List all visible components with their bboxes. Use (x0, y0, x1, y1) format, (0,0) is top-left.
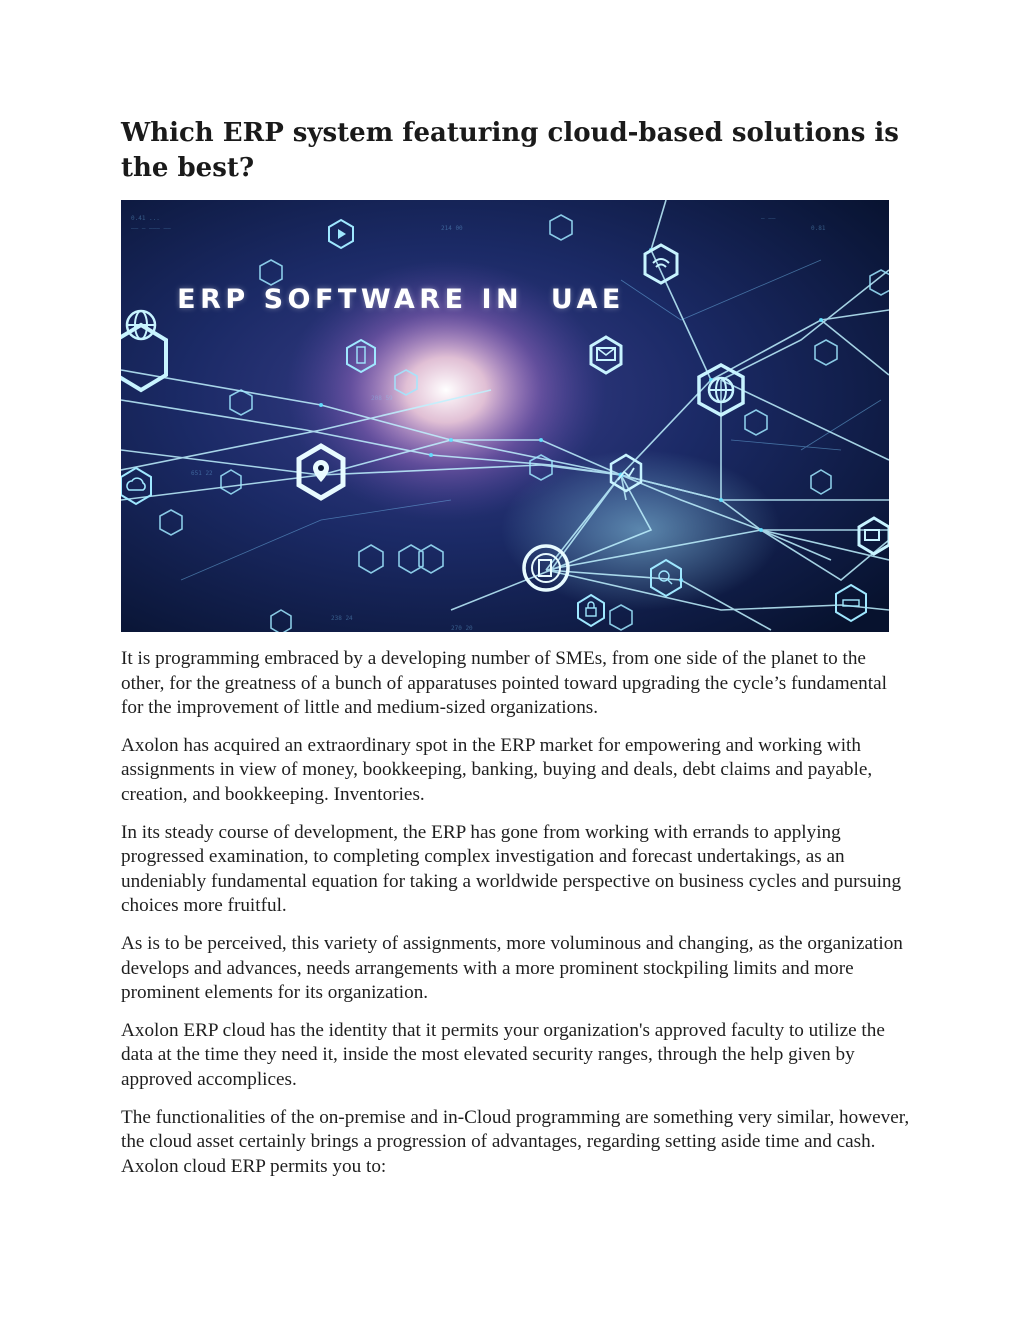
article-body (121, 647, 911, 1192)
paragraph: As is to be perceived, this variety of assignments, more voluminous and changing, as the organization develops and advances, needs arrangements with a more prominent stockpiling limits and more prominent elements for its organization. (121, 932, 903, 1004)
article-title: Which ERP system featuring cloud-based solutions is the best? (121, 118, 899, 183)
svg-text:214 00: 214 00 (441, 225, 463, 232)
svg-text:238 24: 238 24 (331, 615, 353, 622)
hero-headline: ERP SOFTWARE IN UAE (177, 284, 625, 315)
svg-text:— ——: — —— (761, 215, 776, 222)
network-illustration (121, 200, 889, 632)
paragraph: Axolon ERP cloud has the identity that it permits your organization's approved faculty to utilize the data at the time they need it, inside the most elevated security ranges, through the help given by approved accomplices. (121, 1019, 885, 1090)
paragraph: The functionalities of the on-premise and in-Cloud programming are something very similar, however, the cloud asset certainly brings a progression of advantages, regarding setting aside time and cash. Axolon cloud ERP permits you to: (121, 1106, 910, 1177)
svg-text:208 59: 208 59 (371, 395, 393, 402)
paragraph: It is programming embraced by a developing number of SMEs, from one side of the planet to the other, for the greatness of a bunch of apparatuses pointed toward upgrading the cycle’s fundamental for the improvement of little and medium-sized organizations. (121, 648, 887, 719)
paragraph: In its steady course of development, the ERP has gone from working with errands to applying progressed examination, to completing complex investigation and forecast undertakings, as an undeniably fundamental equation for taking a worldwide perspective on business cycles and pursuing choices more fruitful. (121, 821, 902, 917)
svg-text:0.41 ...: 0.41 ... (131, 215, 160, 222)
svg-text:270 20: 270 20 (451, 625, 473, 632)
hero-image (121, 200, 889, 632)
svg-text:0.81: 0.81 (811, 225, 826, 232)
svg-text:651 22: 651 22 (191, 470, 213, 477)
svg-text:—— — ——— ——: —— — ——— —— (131, 225, 171, 232)
paragraph: Axolon has acquired an extraordinary spot in the ERP market for empowering and working with assignments in view of money, bookkeeping, banking, buying and deals, debt claims and payable, creation, and bookkeeping. Inventories. (121, 734, 873, 805)
